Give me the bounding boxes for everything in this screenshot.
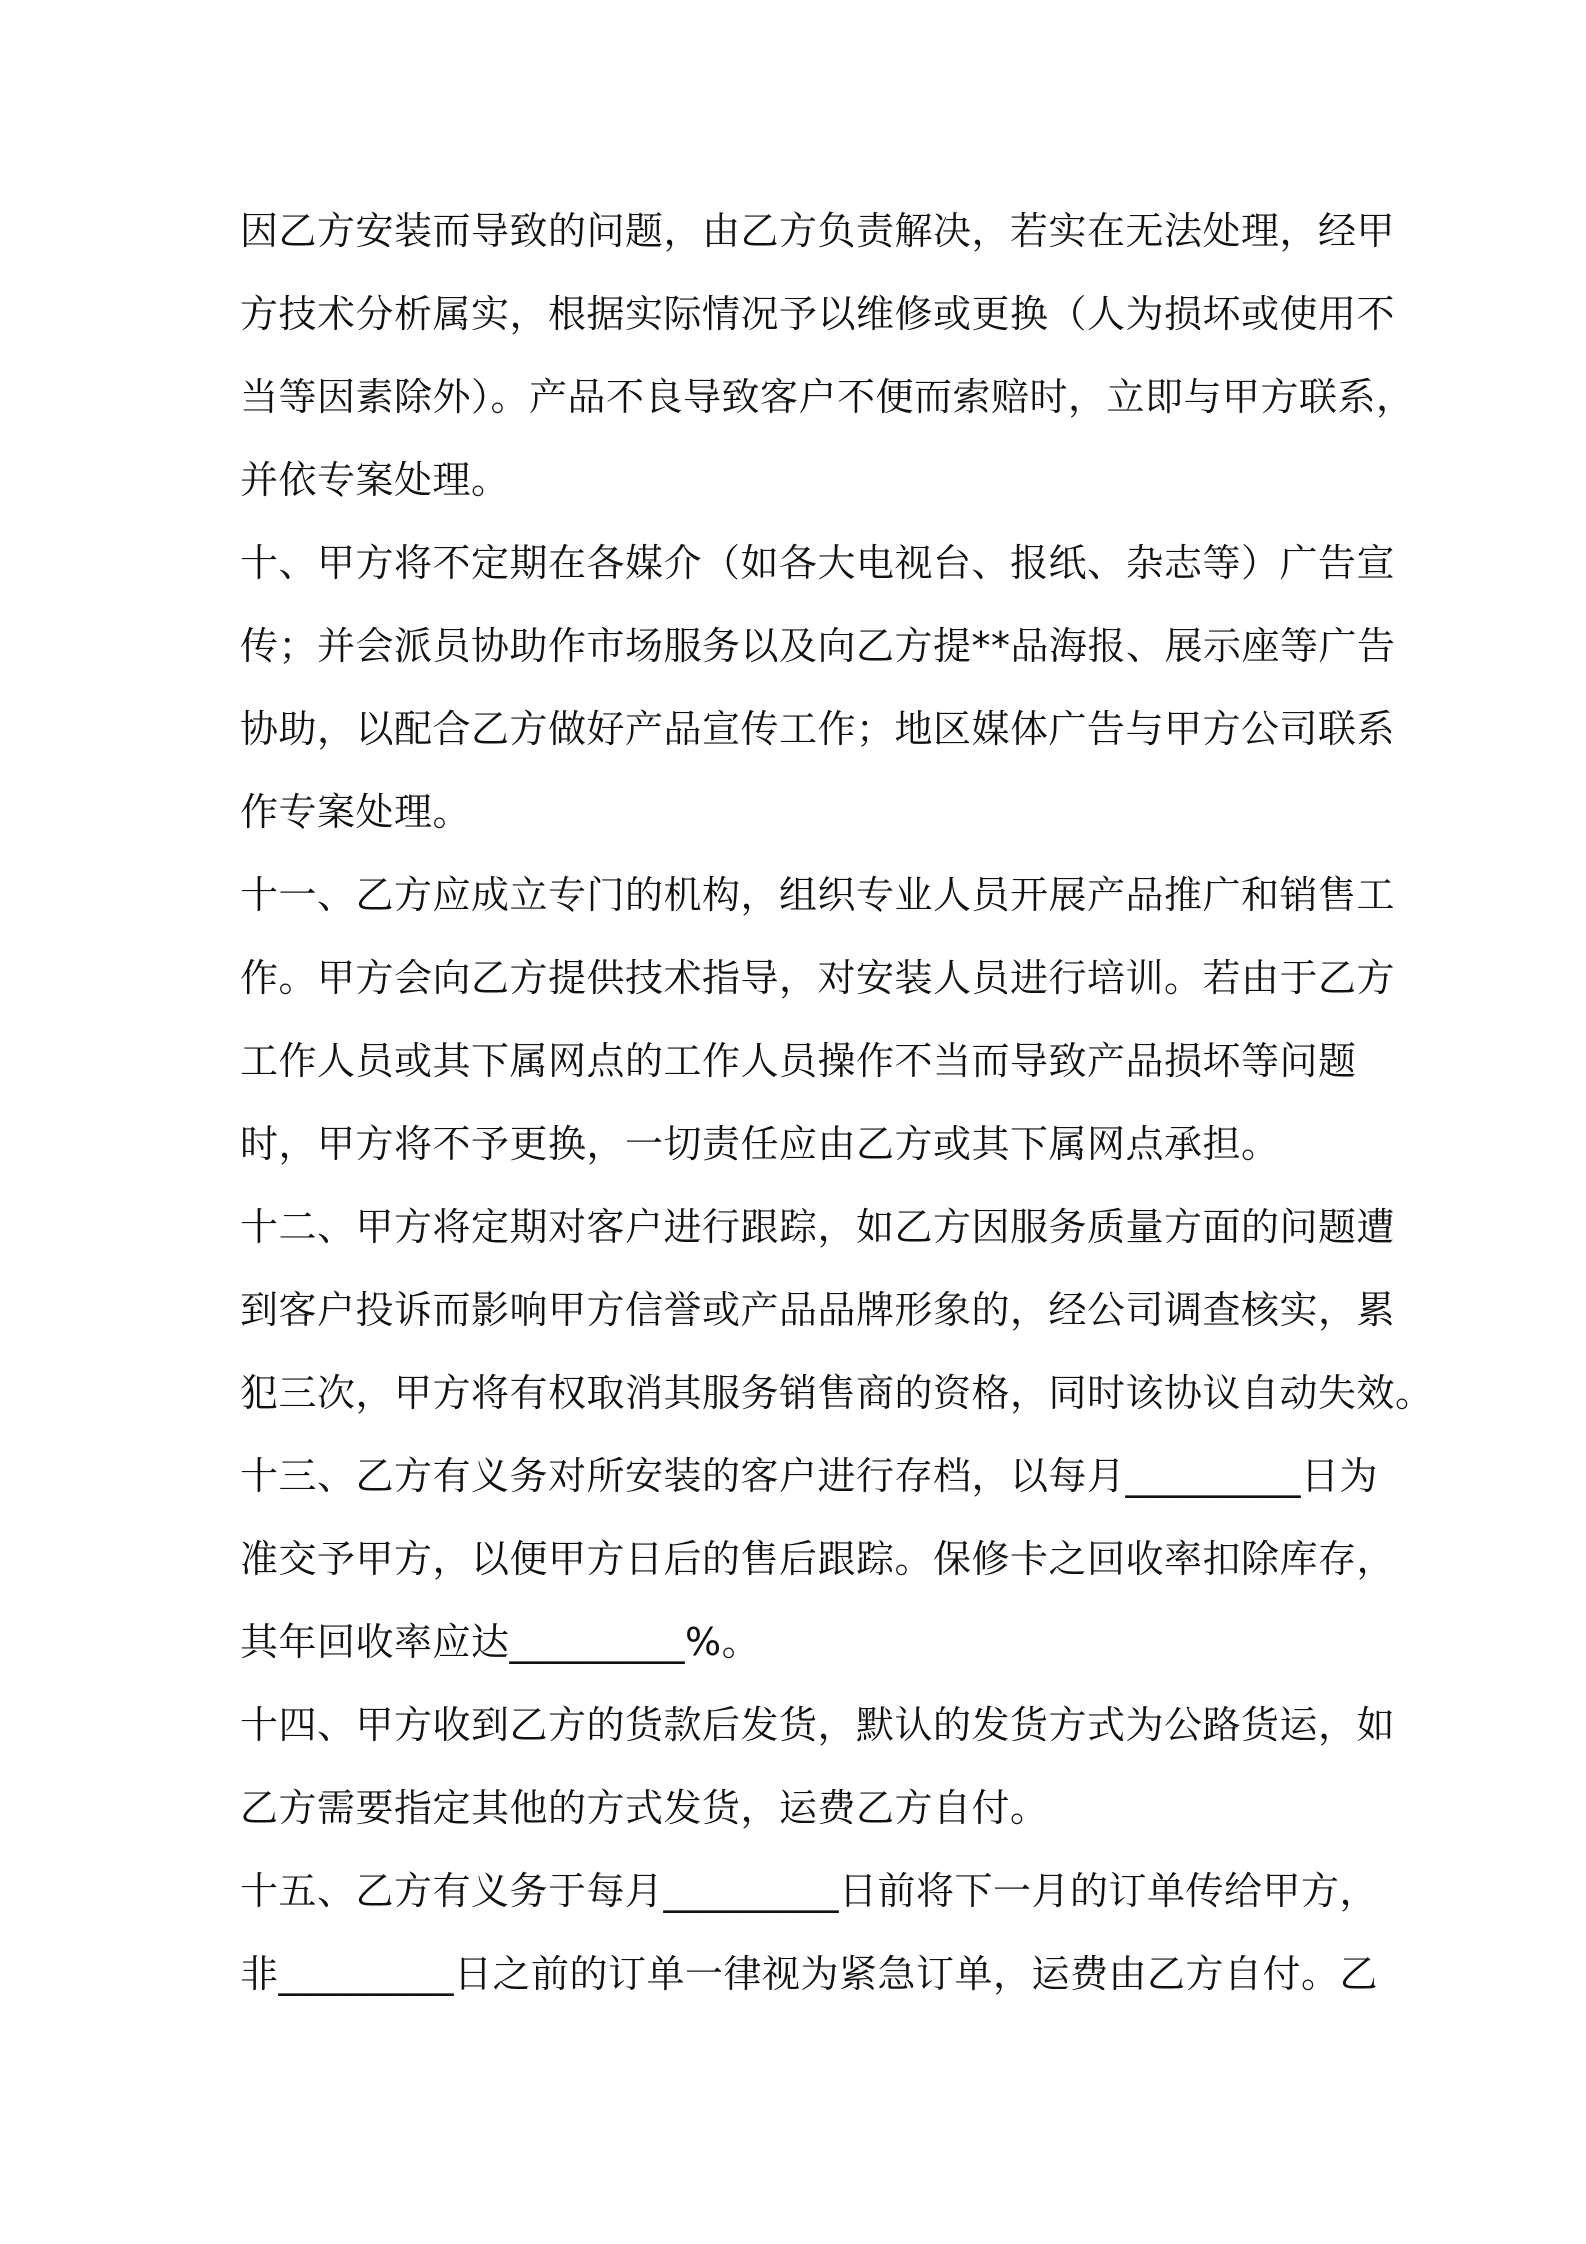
clause-12-line: 十二、甲方将定期对客户进行跟踪，如乙方因服务质量方面的问题遭 [240,1205,1396,1249]
text-line: 传；并会派员协助作市场服务以及向乙方提**品海报、展示座等广告 [240,624,1396,668]
text-line: 并依专案处理。 [240,458,510,502]
clause-15-line: 十五、乙方有义务于每月_________日前将下一月的订单传给甲方， [240,1869,1379,1913]
clause-13-line: 十三、乙方有义务对所安装的客户进行存档，以每月_________日为 [240,1454,1379,1498]
text-line: 因乙方安装而导致的问题，由乙方负责解决，若实在无法处理，经甲 [240,209,1396,253]
text-line: 当等因素除外）。产品不良导致客户不便而索赔时，立即与甲方联系， [240,375,1415,419]
clause-10-line: 十、甲方将不定期在各媒介（如各大电视台、报纸、杂志等）广告宣 [240,541,1396,585]
text-line: 方技术分析属实，根据实际情况予以维修或更换（人为损坏或使用不 [240,292,1396,336]
document-body [240,190,1434,2016]
text-line: 作。甲方会向乙方提供技术指导，对安装人员进行培训。若由于乙方 [240,956,1396,1000]
text-line: 其年回收率应达_________%。 [240,1620,761,1664]
text-line: 准交予甲方，以便甲方日后的售后跟踪。保修卡之回收率扣除库存， [240,1537,1396,1581]
text-line: 乙方需要指定其他的方式发货，运费乙方自付。 [240,1786,1049,1830]
text-line: 非_________日之前的订单一律视为紧急订单，运费由乙方自付。乙 [240,1952,1379,1996]
clause-14-line: 十四、甲方收到乙方的货款后发货，默认的发货方式为公路货运，如 [240,1703,1396,1747]
text-line: 犯三次，甲方将有权取消其服务销售商的资格，同时该协议自动失效。 [240,1371,1434,1415]
text-line: 到客户投诉而影响甲方信誉或产品品牌形象的，经公司调查核实，累 [240,1288,1396,1332]
text-line: 作专案处理。 [240,790,472,834]
clause-11-line: 十一、乙方应成立专门的机构，组织专业人员开展产品推广和销售工 [240,873,1396,917]
text-line: 时，甲方将不予更换，一切责任应由乙方或其下属网点承担。 [240,1122,1280,1166]
text-line: 协助，以配合乙方做好产品宣传工作；地区媒体广告与甲方公司联系 [240,707,1396,751]
text-line: 工作人员或其下属网点的工作人员操作不当而导致产品损坏等问题 [240,1039,1357,1083]
